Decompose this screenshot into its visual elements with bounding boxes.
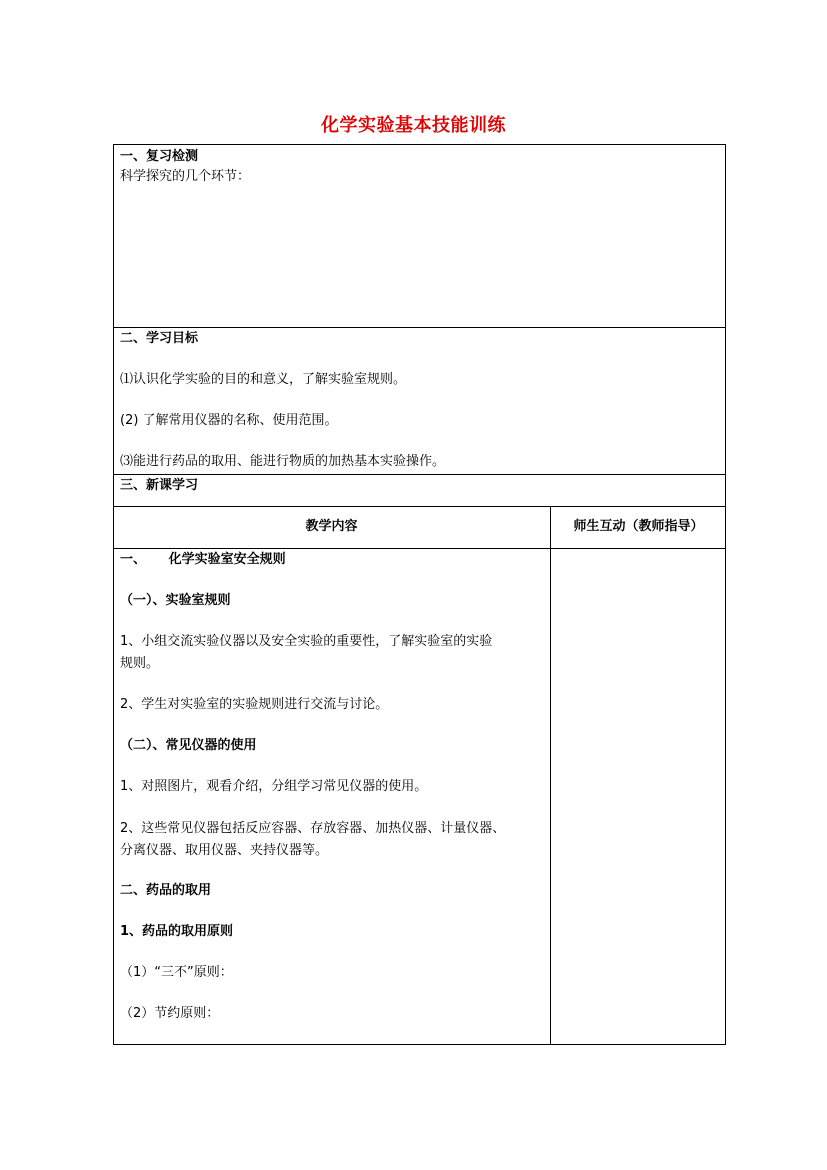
content-paragraph: 1、对照图片，观看介绍，分组学习常见仪器的使用。 xyxy=(120,779,428,794)
content-heading-2: 二、药品的取用 xyxy=(120,883,212,898)
row-divider xyxy=(113,548,726,549)
section2-heading: 二、学习目标 xyxy=(120,331,199,346)
section1-heading: 一、复习检测 xyxy=(120,149,199,164)
content-paragraph: 1、小组交流实验仪器以及安全实验的重要性，了解实验室的实验 xyxy=(120,634,493,649)
col-header-interaction: 师生互动（教师指导） xyxy=(573,519,704,534)
content-subheading-2: （二）、常见仪器的使用 xyxy=(120,738,257,753)
content-paragraph: 分离仪器、取用仪器、夹持仪器等。 xyxy=(120,843,329,858)
content-paragraph: 2、学生对实验室的实验规则进行交流与讨论。 xyxy=(120,697,389,712)
section1-text: 科学探究的几个环节： xyxy=(120,169,251,184)
page-title: 化学实验基本技能训练 xyxy=(321,115,506,136)
row-divider xyxy=(113,506,726,507)
col-header-content: 教学内容 xyxy=(305,519,358,534)
section3-heading: 三、新课学习 xyxy=(120,478,199,493)
content-heading-1: 一、 化学实验室安全规则 xyxy=(120,552,286,567)
content-paragraph: （2）节约原则： xyxy=(120,1006,220,1021)
objective-item-1: ⑴认识化学实验的目的和意义，了解实验室规则。 xyxy=(120,372,407,387)
row-divider xyxy=(113,327,726,328)
content-paragraph: 规则。 xyxy=(120,656,160,671)
content-paragraph: （1）“三不”原则： xyxy=(120,965,233,980)
row-divider xyxy=(113,474,726,475)
content-subheading-1: （一）、实验室规则 xyxy=(120,593,231,608)
content-paragraph: 2、这些常见仪器包括反应容器、存放容器、加热仪器、计量仪器、 xyxy=(120,821,506,836)
objective-item-3: ⑶能进行药品的取用、能进行物质的加热基本实验操作。 xyxy=(120,454,446,469)
column-divider xyxy=(550,506,551,1045)
content-subheading-3: 1、药品的取用原则 xyxy=(120,924,234,939)
objective-item-2: (2) 了解常用仪器的名称、使用范围。 xyxy=(120,413,338,428)
